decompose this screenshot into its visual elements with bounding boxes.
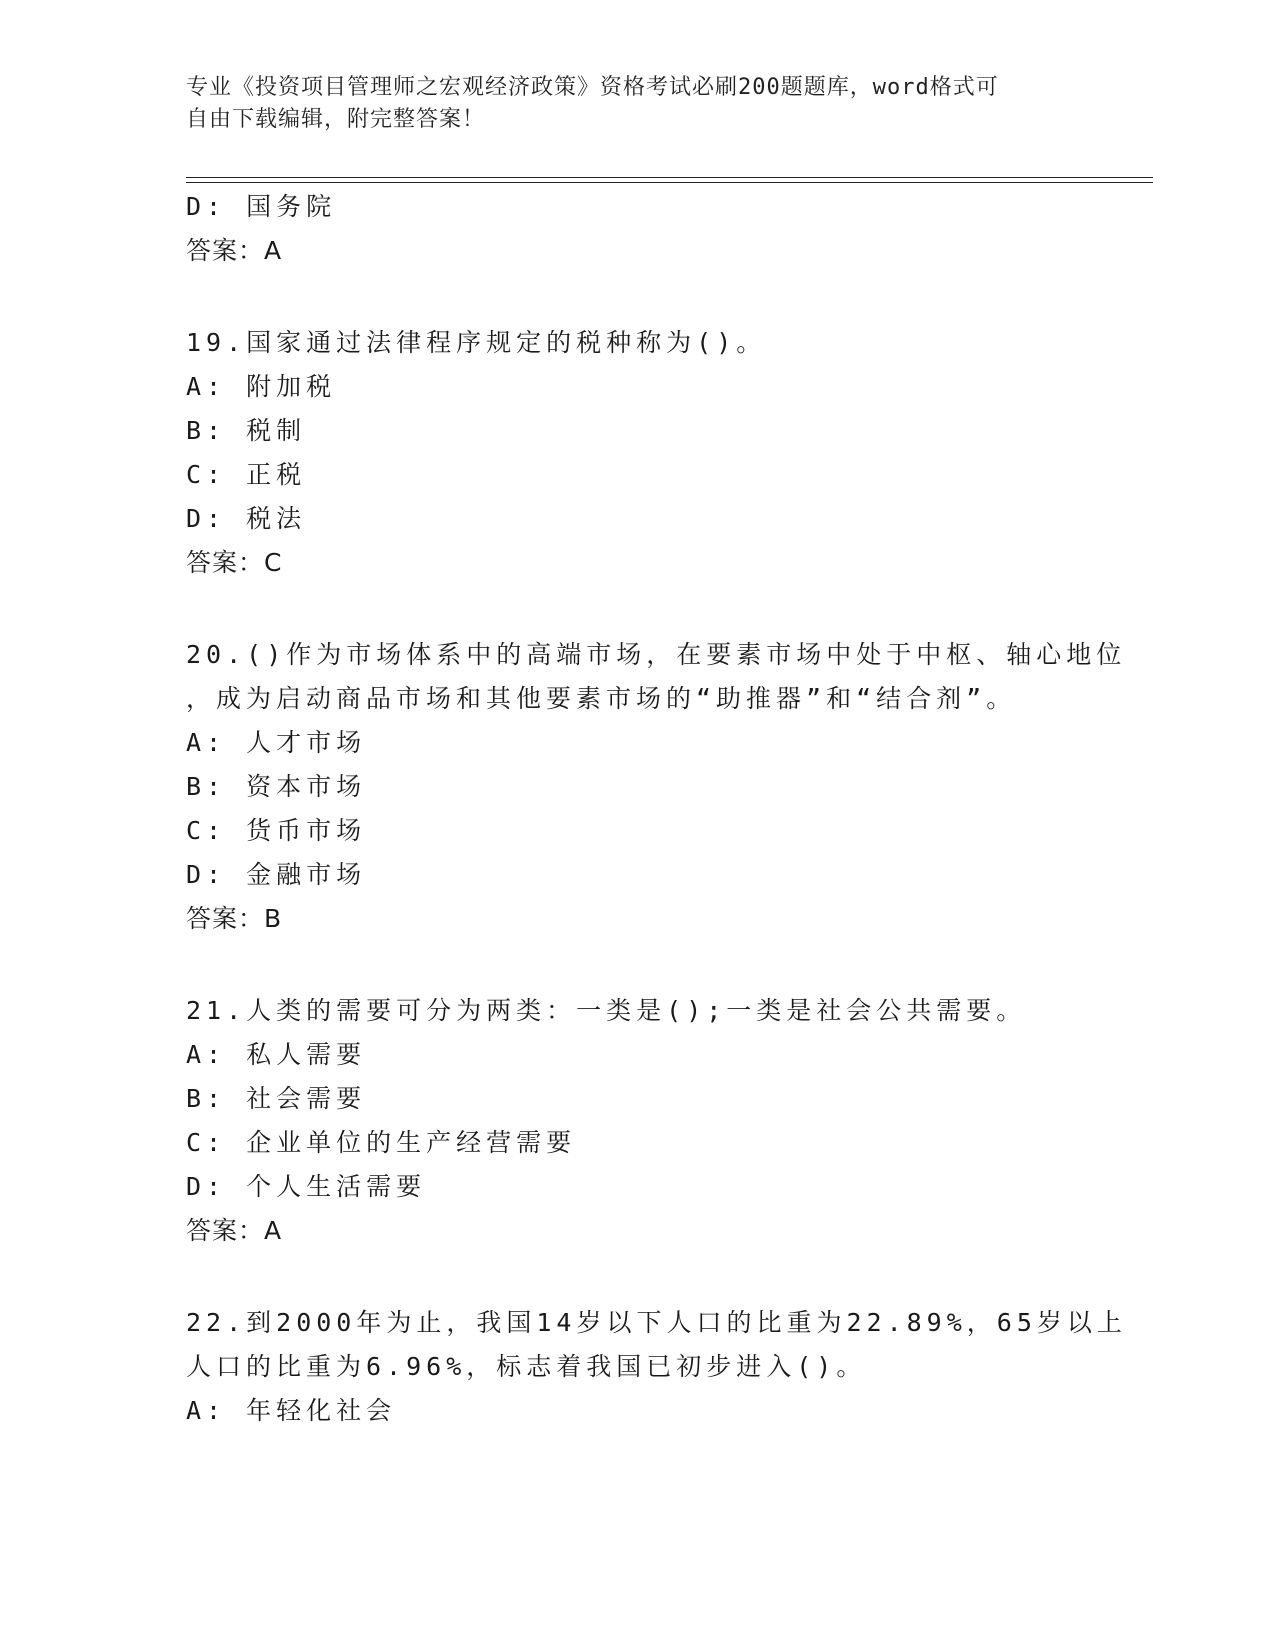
option-d: D: 国务院: [186, 192, 337, 221]
answer: 答案：A: [186, 1216, 283, 1245]
document-header: [186, 72, 1066, 136]
option-a: A: 人才市场: [186, 728, 367, 757]
header-divider-bottom: [186, 182, 1153, 183]
question-22-line-1: 22.到2000年为止，我国14岁以下人口的比重为22.89%，65岁以上: [186, 1308, 1127, 1337]
option-a: A: 附加税: [186, 372, 337, 401]
option-a: A: 私人需要: [186, 1040, 367, 1069]
option-b: B: 税制: [186, 416, 307, 445]
option-a: A: 年轻化社会: [186, 1396, 397, 1425]
answer: 答案：C: [186, 548, 283, 577]
answer: 答案：A: [186, 236, 283, 265]
question-19: 19.国家通过法律程序规定的税种称为()。: [186, 328, 767, 357]
option-d: D: 税法: [186, 504, 307, 533]
option-b: B: 资本市场: [186, 772, 367, 801]
option-c: C: 企业单位的生产经营需要: [186, 1128, 577, 1157]
header-line-1: 专业《投资项目管理师之宏观经济政策》资格考试必刷200题题库，word格式可: [186, 75, 999, 100]
question-20-line-1: 20.()作为市场体系中的高端市场，在要素市场中处于中枢、轴心地位: [186, 640, 1127, 669]
option-d: D: 个人生活需要: [186, 1172, 427, 1201]
question-20-line-2: ，成为启动商品市场和其他要素市场的“助推器”和“结合剂”。: [186, 684, 1017, 713]
answer: 答案：B: [186, 904, 283, 933]
header-divider-top: [186, 177, 1153, 178]
option-b: B: 社会需要: [186, 1084, 367, 1113]
option-d: D: 金融市场: [186, 860, 367, 889]
question-21: 21.人类的需要可分为两类：一类是();一类是社会公共需要。: [186, 996, 1027, 1025]
header-line-2: 自由下载编辑，附完整答案！: [186, 107, 486, 132]
option-c: C: 货币市场: [186, 816, 367, 845]
question-22-line-2: 人口的比重为6.96%，标志着我国已初步进入()。: [186, 1352, 867, 1381]
option-c: C: 正税: [186, 460, 307, 489]
